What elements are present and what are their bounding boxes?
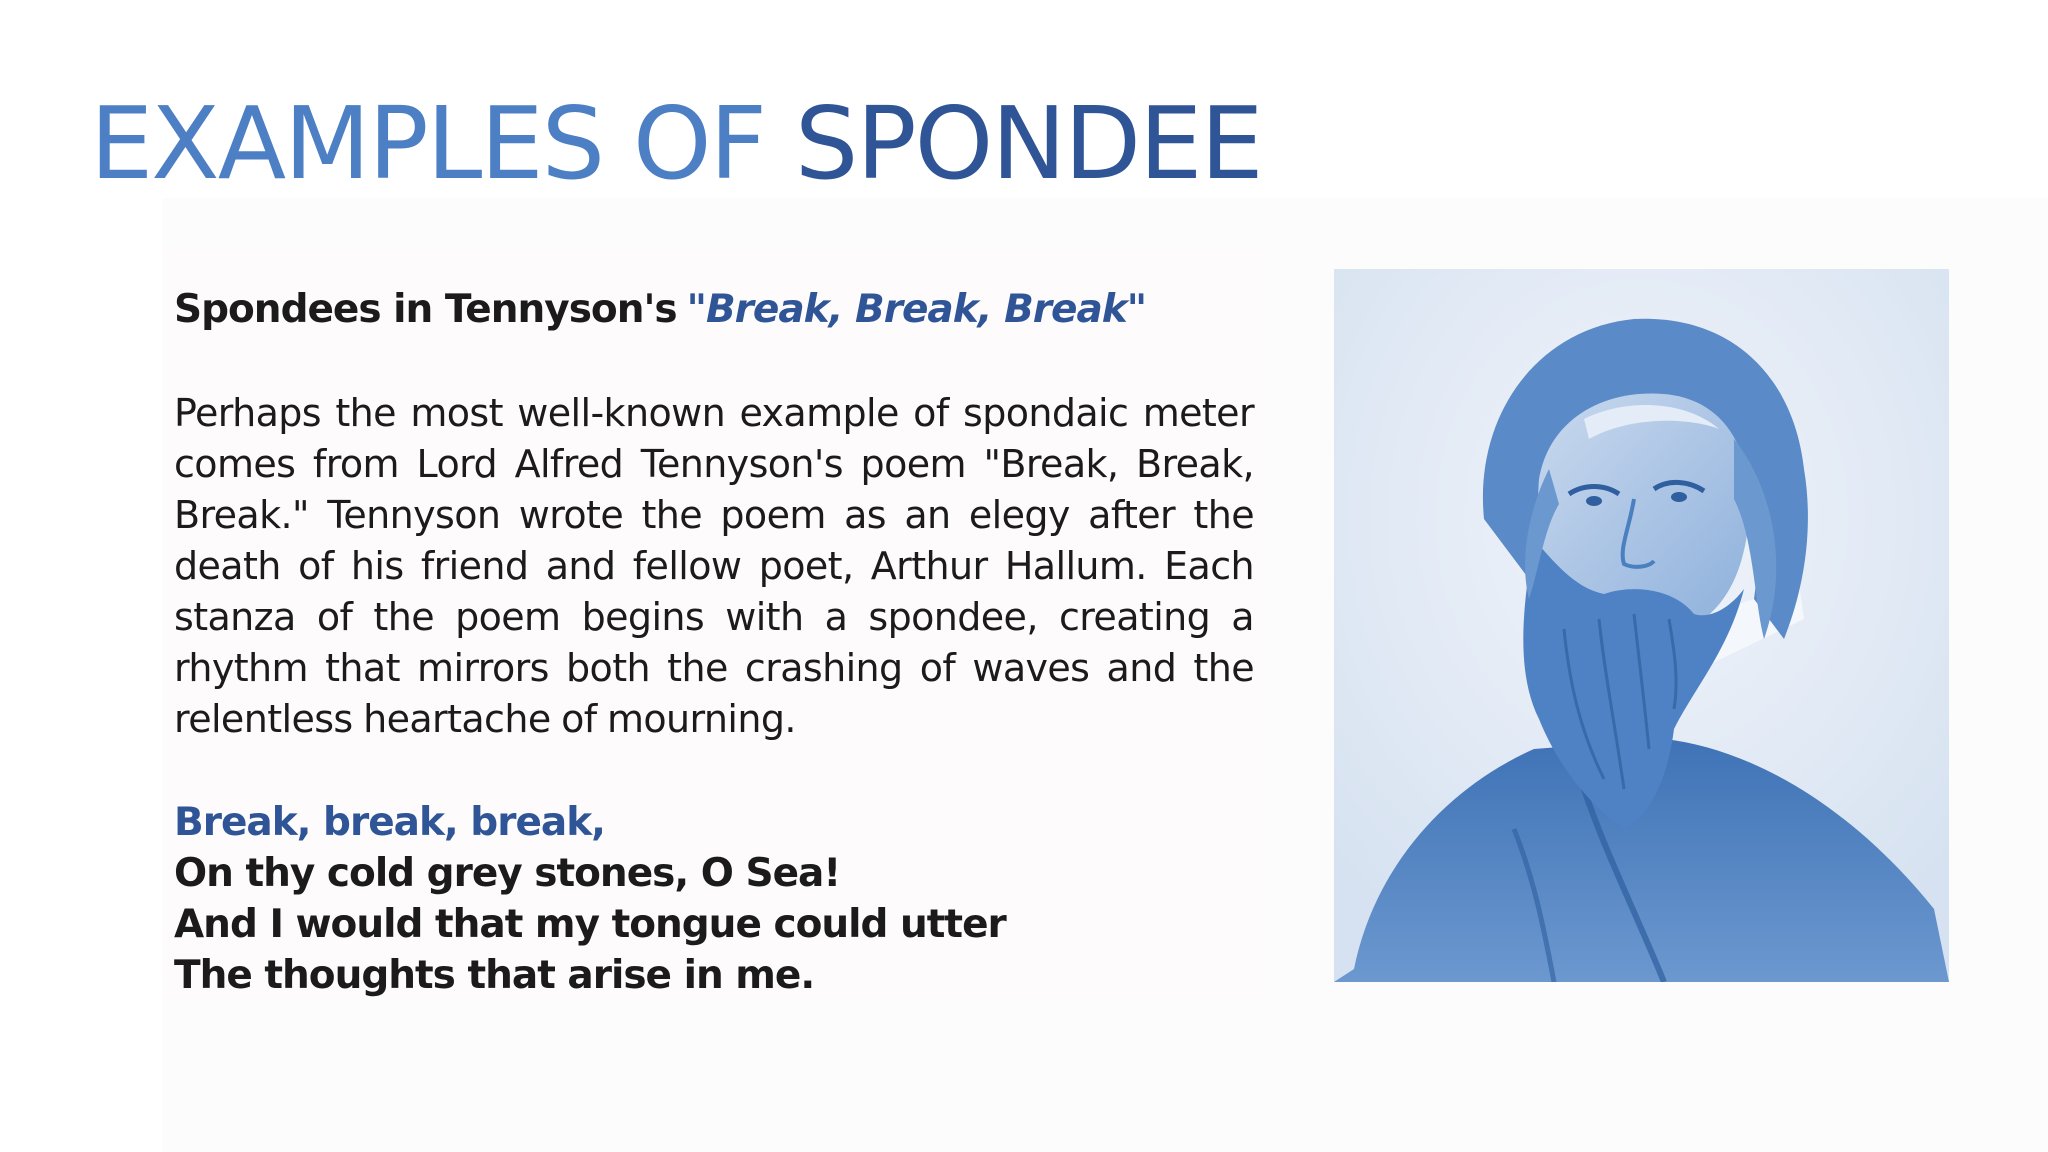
title-part-light: EXAMPLES OF — [90, 85, 795, 202]
text-column — [174, 284, 1254, 1001]
tennyson-portrait-image — [1334, 269, 1949, 982]
poem-line: The thoughts that arise in me. — [174, 953, 815, 998]
poem-line: Break, break, break, — [174, 800, 605, 845]
page-title — [90, 84, 1262, 204]
poem-line: On thy cold grey stones, O Sea! — [174, 851, 841, 896]
subheading-poem-title: "Break, Break, Break" — [686, 287, 1147, 332]
portrait-illustration — [1334, 269, 1949, 982]
section-subheading — [174, 284, 1254, 336]
body-paragraph: Perhaps the most well-known example of spondaic meter comes from Lord Alfred Tennyson's poem "Break, Break, Break." Tennyson wrote the poem as an elegy after the death of his friend and fellow poet, Arthur Hallum. Each stanza of the poem begins with a spondee, creating a rhythm that mirrors both the crashing of waves and the relentless heartache of mourning. — [174, 391, 1254, 741]
title-part-dark: SPONDEE — [794, 85, 1262, 202]
poem-excerpt — [174, 797, 1254, 1001]
poem-line: And I would that my tongue could utter — [174, 902, 1006, 947]
subheading-prefix: Spondees in Tennyson's — [174, 287, 677, 332]
